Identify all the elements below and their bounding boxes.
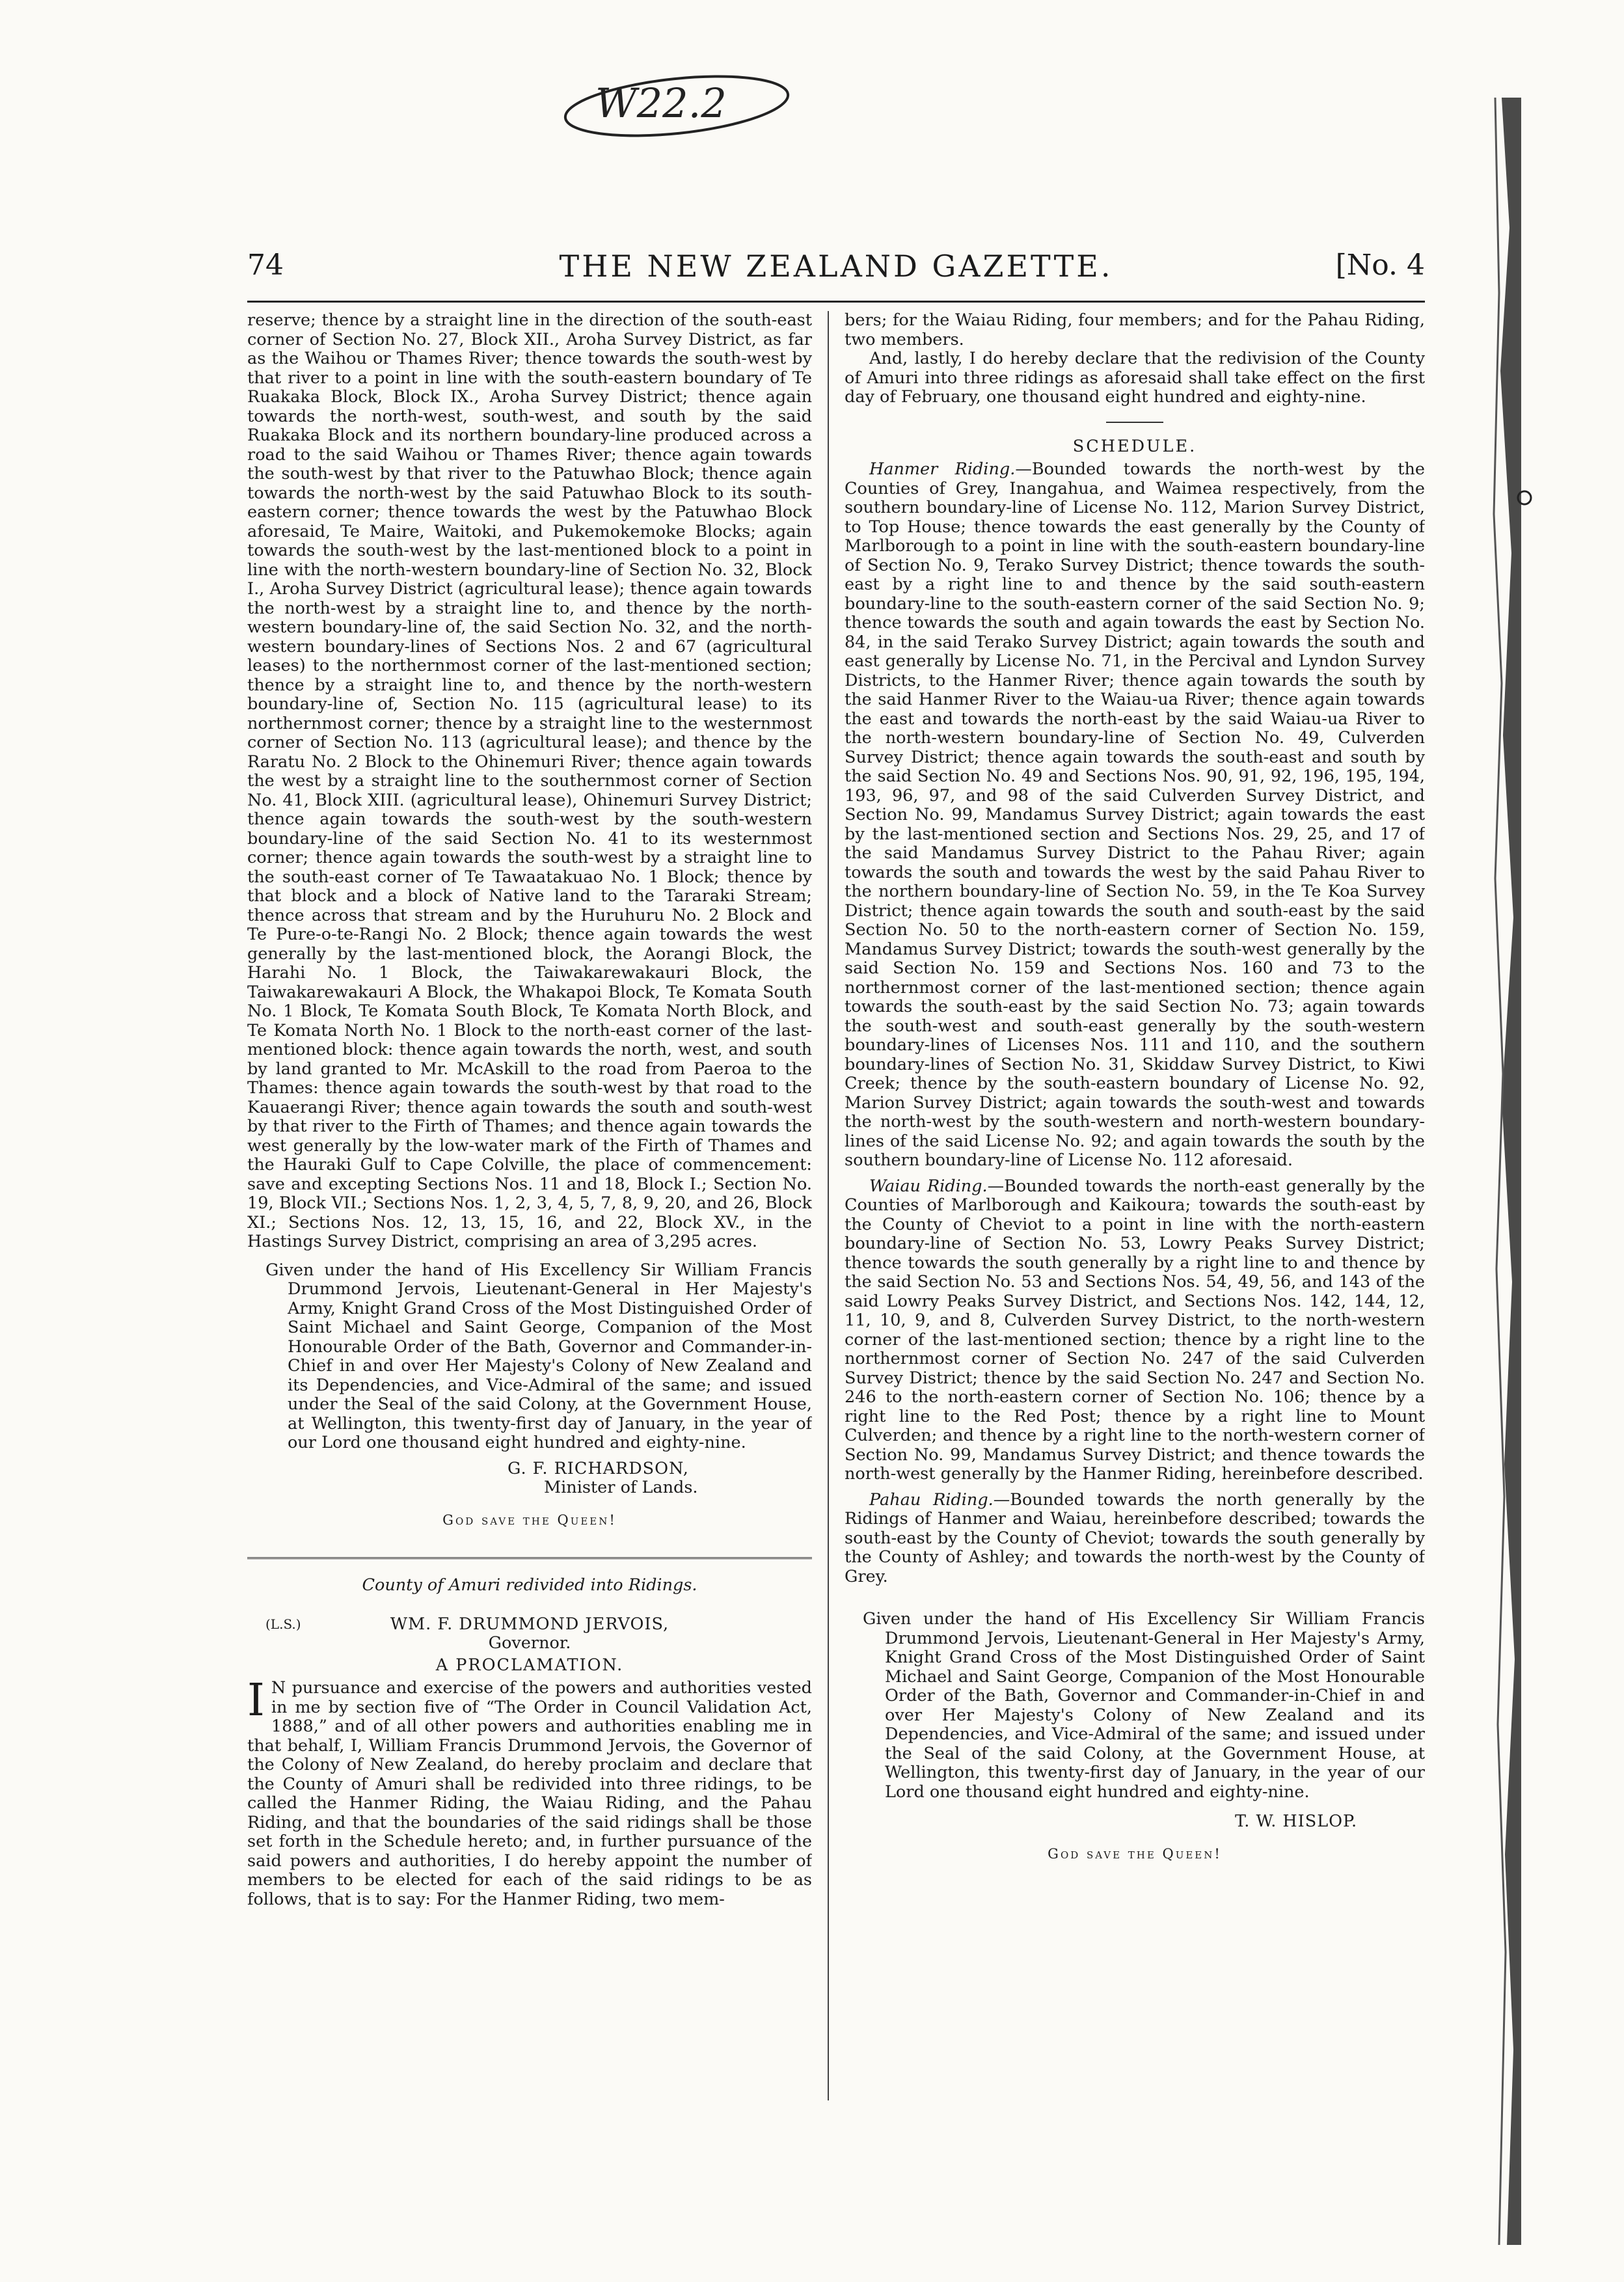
hanmer-riding-label: Hanmer Riding.: [869, 459, 1016, 479]
issue-number: [No. 4: [1335, 249, 1425, 282]
paper-speck: [1516, 489, 1533, 506]
left-column: [247, 311, 812, 2107]
waiau-riding-paragraph: [845, 1177, 1425, 1484]
column-divider: [828, 311, 829, 2100]
given-under-hand-paragraph: Given under the hand of His Excellency Sir William Francis Drummond Jervois, Lieutenant-General in Her Majesty's Army, Knight Grand Cross of the Most Distinguished Order of Saint Michael and Saint George, Companion of the Most Honourable Order of the Bath, Governor and Commander-in-Chief in and over Her Majesty's Colony of New Zealand and its Dependencies, and Vice-Admiral of the same; and issued under the Seal of the said Colony, at the Government House, at Wellington, this twenty-first day of January, in the year of our Lord one thousand eight hundred and eighty-nine.: [265, 1260, 812, 1452]
god-save-the-queen-right: God save the Queen!: [1048, 1845, 1222, 1862]
pahau-riding-text: —Bounded towards the north generally by the Ridings of Hanmer and Waiau, hereinbefore described; towards the south-east by the County of Cheviot; towards the south generally by the County of Ashley; and towards the north-west by the County of Grey.: [845, 1489, 1425, 1586]
proclamation-continued: bers; for the Waiau Riding, four members; and for the Pahau Riding, two members.: [845, 311, 1425, 349]
gazette-header: [247, 249, 1425, 288]
hanmer-riding-text: —Bounded towards the north-west by the Counties of Grey, Inangahua, and Waimea respectively, from the southern boundary-line of License No. 112, Marion Survey District, to Top House; thence towards the east generally by the County of Marlborough to a point in line with the south-eastern boundary-line of Section No. 9, Terako Survey District; thence towards the south-east by a right line to and thence by the said south-eastern boundary-line to the south-eastern corner of the said Section No. 9; thence towards the south and again towards the east by Section No. 84, in the said Terako Survey District; again towards the south and east generally by License No. 71, in the Percival and Lyndon Survey Districts, to the Hanmer River; thence again towards the south by the said Hanmer River to the Waiau-ua River; thence again towards the east and towards the north-east by the said Waiau-ua River to the north-western boundary-line of Section No. 49, Culverden Survey District; thence again towards the south-east and south by the said Section No. 49 and Sections Nos. 90, 91, 92, 196, 195, 194, 193, 96, 97, and 98 of the said Culverden Survey District, and Section No. 99, Mandamus Survey District; again towards the east by the last-mentioned section and Sections Nos. 29, 25, and 17 of the said Mandamus Survey District to the Pahau River; again towards the south and towards the west by the said Pahau River to the northern boundary-line of Section No. 59, in the Te Koa Survey District; thence again towards the south and south-east by the said Section No. 50 to the north-eastern corner of Section No. 159, Mandamus Survey District; towards the south-west generally by the said Section No. 159 and Sections Nos. 160 and 73 to the northernmost corner of the last-mentioned section; thence again towards the south-east by the said Section No. 73; again towards the south-west and south-east generally by the south-western boundary-lines of Licenses Nos. 111 and 110, and the southern boundary-lines of Section No. 31, Skiddaw Survey District, to Kiwi Creek; thence by the south-eastern boundary of License No. 92, Marion Survey District; again towards the south-west and towards the north-west by the south-western and north-western boundary-lines of the said License No. 92; and again towards the south by the southern boundary-line of License No. 112 aforesaid.: [845, 459, 1425, 1170]
signatory-name: G. F. RICHARDSON,: [508, 1458, 689, 1478]
governor-title: Governor.: [488, 1633, 571, 1653]
page-number: 74: [247, 249, 284, 282]
proclamation-text: N pursuance and exercise of the powers and authorities vested in me by section five of “The Order in Council Validation Act, 1888,” and of all other powers and authorities enabling me in that behalf, I, William Francis Drummond Jervois, the Governor of the Colony of New Zealand, do hereby proclaim and declare that the County of Amuri shall be redivided into three ridings, to be called the Hanmer Riding, the Waiau Riding, and the Pahau Riding, and that the boundaries of the said ridings shall be those set forth in the Schedule hereto; and, in further pursuance of the said powers and authorities, I do hereby appoint the number of members to be elected for each of the said ridings to be as follows, that is to say: For the Hanmer Riding, two mem-: [247, 1678, 812, 1909]
svg-text:W22.2: W22.2: [595, 79, 727, 127]
proclamation-body: [247, 1675, 812, 1909]
waiau-riding-text: —Bounded towards the north-east generally by the Counties of Marlborough and Kaikoura; towards the south-east by the County of Cheviot to a point in line with the north-eastern boundary-line of Section No. 53, Lowry Peaks Survey District; thence towards the south generally by a right line to and thence by the said Section No. 53 and Sections Nos. 54, 49, 56, and 143 of the said Lowry Peaks Survey District, and Sections Nos. 142, 144, 12, 11, 10, 9, and 8, Culverden Survey District, to the north-western corner of the last-mentioned section; thence by a right line to the northernmost corner of Section No. 247 of the said Culverden Survey District; thence by the said Section No. 247 and Section No. 246 to the north-eastern corner of Section No. 106; thence by a right line to the Red Post; thence by a right line to Mount Culverden; and thence by a right line to the north-western corner of Section No. 99, Mandamus Survey District; and thence towards the north-west generally by the Hanmer Riding, hereinbefore described.: [845, 1176, 1425, 1484]
header-rule: [247, 301, 1425, 303]
notice-title: County of Amuri redivided into Ridings.: [362, 1575, 697, 1595]
short-divider: [1106, 422, 1163, 423]
schedule-heading: SCHEDULE.: [1072, 436, 1197, 456]
waiau-riding-label: Waiau Riding.: [869, 1176, 988, 1196]
governor-line: [247, 1615, 812, 1635]
boundary-description-continued: reserve; thence by a straight line in the direction of the south-east corner of Section No. 27, Block XII., Aroha Survey District, as far as the Waihou or Thames River; thence towards the south-west by that river to a point in line with the south-eastern boundary of Te Ruakaka Block, Block IX., Aroha Survey District; thence again towards the north-west, south-west, and south by the said Ruakaka Block and its northern boundary-line produced across a road to the said Waihou or Thames River; thence again towards the south-west by that river to the Patuwhao Block; thence again towards the north-west by the said Patuwhao Block to its south-eastern corner; thence towards the west by the Patuwhao Block aforesaid, Te Maire, Waitoki, and Pukemokemoke Blocks; again towards the south-west by the last-mentioned block to a point in line with the north-western boundary-line of Section No. 32, Block I., Aroha Survey District (agricultural lease); thence again towards the north-west by a straight line to, and thence by the north-western boundary-line of, the said Section No. 32, and the north-western boundary-lines of Sections Nos. 2 and 67 (agricultural leases) to the northernmost corner of the last-mentioned section; thence by a straight line to, and thence by the north-western boundary-line of, Section No. 115 (agricultural lease) to its northernmost corner; thence by a straight line to the westernmost corner of Section No. 113 (agricultural lease); and thence by the Raratu No. 2 Block to the Ohinemuri River; thence again towards the west by a straight line to the southernmost corner of Section No. 41, Block XIII. (agricultural lease), Ohinemuri Survey District; thence again towards the south-west by the south-western boundary-line of the said Section No. 41 to its westernmost corner; thence again towards the south-west by a straight line to the south-east corner of Te Tawaatakuao No. 1 Block; thence by that block and a block of Native land to the Tararaki Stream; thence across that stream and by the Huruhuru No. 2 Block and Te Pure-o-te-Rangi No. 2 Block; thence again towards the west generally by the last-mentioned block, the Aorangi Block, the Harahi No. 1 Block, the Taiwakarewakauri Block, the Taiwakarewakauri A Block, the Whakapoi Block, Te Komata South No. 1 Block, Te Komata South Block, Te Komata North Block, and Te Komata North No. 1 Block to the north-east corner of the last-mentioned block: thence again towards the north, west, and south by land granted to Mr. McAskill to the road from Paeroa to the Thames: thence again towards the south-west by that road to the Kauaerangi River; thence again towards the south and south-west by that river to the Firth of Thames; and thence again towards the west generally by the low-water mark of the Firth of Thames and the Hauraki Gulf to Cape Colville, the place of commencement: save and excepting Sections Nos. 11 and 18, Block I.; Section No. 19, Block VII.; Sections Nos. 1, 2, 3, 4, 5, 7, 8, 9, 20, and 26, Block XI.; Sections Nos. 12, 13, 15, 16, and 22, Block XV., in the Hastings Survey District, comprising an area of 3,295 acres.: [247, 311, 812, 1251]
effective-date-paragraph: And, lastly, I do hereby declare that the redivision of the County of Amuri into three ridings as aforesaid shall take effect on the first day of February, one thousand eight hundred and eighty-nine.: [845, 349, 1425, 407]
signatory-name-right: T. W. HISLOP.: [1235, 1812, 1358, 1831]
drop-cap: I: [247, 1675, 265, 1726]
section-divider: [247, 1557, 812, 1563]
given-under-hand-paragraph-right: Given under the hand of His Excellency Sir William Francis Drummond Jervois, Lieutenant-General in Her Majesty's Army, Knight Grand Cross of the Most Distinguished Order of Saint Michael and Saint George, Companion of the Most Honourable Order of the Bath, Governor and Commander-in-Chief in and over Her Majesty's Colony of New Zealand and its Dependencies, and Vice-Admiral of the same; and issued under the Seal of the said Colony, at the Government House, at Wellington, this twenty-first day of January, in the year of our Lord one thousand eight hundred and eighty-nine.: [863, 1609, 1425, 1802]
right-column: [845, 311, 1425, 2107]
seal-mark: (L.S.): [265, 1616, 301, 1632]
torn-page-edge: [1476, 98, 1521, 2245]
god-save-the-queen: God save the Queen!: [442, 1512, 617, 1528]
gazette-title: THE NEW ZEALAND GAZETTE.: [559, 249, 1113, 284]
handwritten-annotation: [560, 70, 794, 142]
pahau-riding-paragraph: [845, 1491, 1425, 1587]
governor-name: WM. F. DRUMMOND JERVOIS,: [390, 1614, 670, 1634]
pahau-riding-label: Pahau Riding.: [869, 1489, 994, 1510]
signatory-title: Minister of Lands.: [544, 1478, 698, 1497]
hanmer-riding-paragraph: [845, 460, 1425, 1171]
proclamation-heading: A PROCLAMATION.: [435, 1655, 624, 1675]
